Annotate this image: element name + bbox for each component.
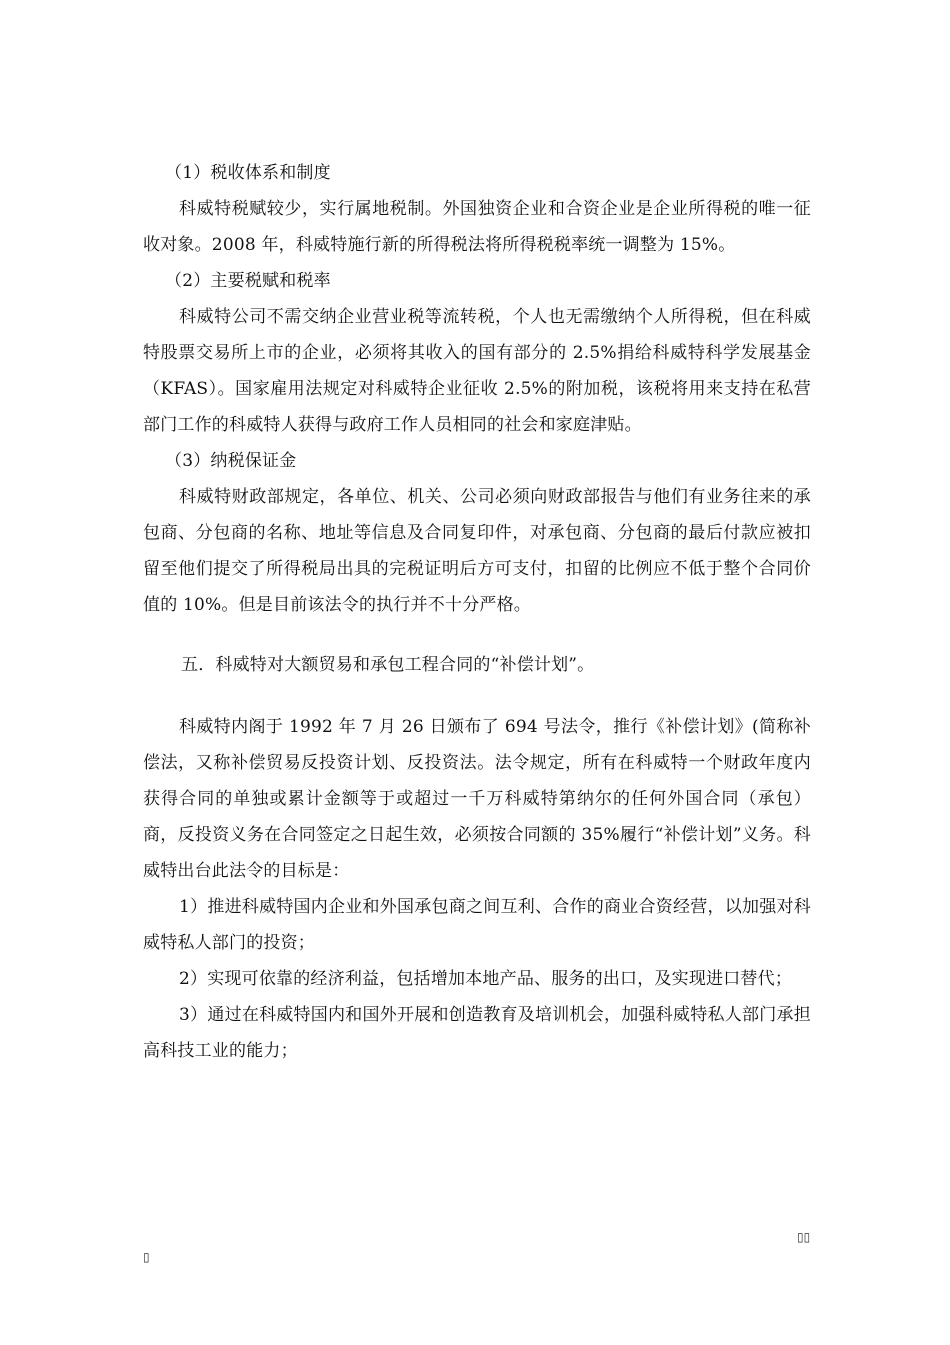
list-item-goal-2: 2）实现可依靠的经济利益，包括增加本地产品、服务的出口，及实现进口替代； [179, 969, 793, 989]
list-item-goal-3: 3）通过在科威特国内和国外开展和创造教育及培训机会，加强科威特私人部门承担高科技工业的能力； [143, 1005, 811, 1061]
footer-mark: ▯ [143, 1250, 150, 1264]
list-item-goal-1: 1）推进科威特国内企业和外国承包商之间互利、合作的商业合资经营，以加强对科威特私人部门的投资； [143, 897, 811, 953]
paragraph-offset-program: 科威特内阁于 1992 年 7 月 26 日颁布了 694 号法令，推行《补偿计划》(简称补偿法，又称补偿贸易反投资计划、反投资法。法令规定，所有在科威特一个财政年度内获得合同的单独或累计金额等于或超过一千万科威特第纳尔的任何外国合同（承包）商，反投资义务在合同签定之日起生效，必须按合同额的 35%履行“补偿计划”义务。科威特出台此法令的目标是： [143, 717, 811, 881]
page-number: ▯▯ [797, 1230, 811, 1244]
paragraph-main-taxes: 科威特公司不需交纳企业营业税等流转税，个人也无需缴纳个人所得税，但在科威特股票交易所上市的企业，必须将其收入的国有部分的 2.5%捐给科威特科学发展基金（KFAS）。国家雇用法规定对科威特企业征收 2.5%的附加税，该税将用来支持在私营部门工作的科威特人获得与政府工作人员相同的社会和家庭津贴。 [143, 307, 811, 435]
document-body [143, 155, 811, 1069]
section-heading-offset-program: 五．科威特对大额贸易和承包工程合同的“补偿计划”。 [181, 655, 595, 675]
paragraph-tax-deposit: 科威特财政部规定，各单位、机关、公司必须向财政部报告与他们有业务往来的承包商、分包商的名称、地址等信息及合同复印件，对承包商、分包商的最后付款应被扣留至他们提交了所得税局出具的完税证明后方可支付，扣留的比例应不低于整个合同价值的 10%。但是目前该法令的执行并不十分严格。 [143, 487, 811, 615]
paragraph-tax-system: 科威特税赋较少，实行属地税制。外国独资企业和合资企业是企业所得税的唯一征收对象。2008 年，科威特施行新的所得税法将所得税税率统一调整为 15%。 [143, 199, 811, 255]
subsection-title-main-taxes: （2）主要税赋和税率 [165, 271, 331, 291]
subsection-title-tax-system: （1）税收体系和制度 [165, 163, 331, 183]
subsection-title-tax-deposit: （3）纳税保证金 [165, 451, 297, 471]
